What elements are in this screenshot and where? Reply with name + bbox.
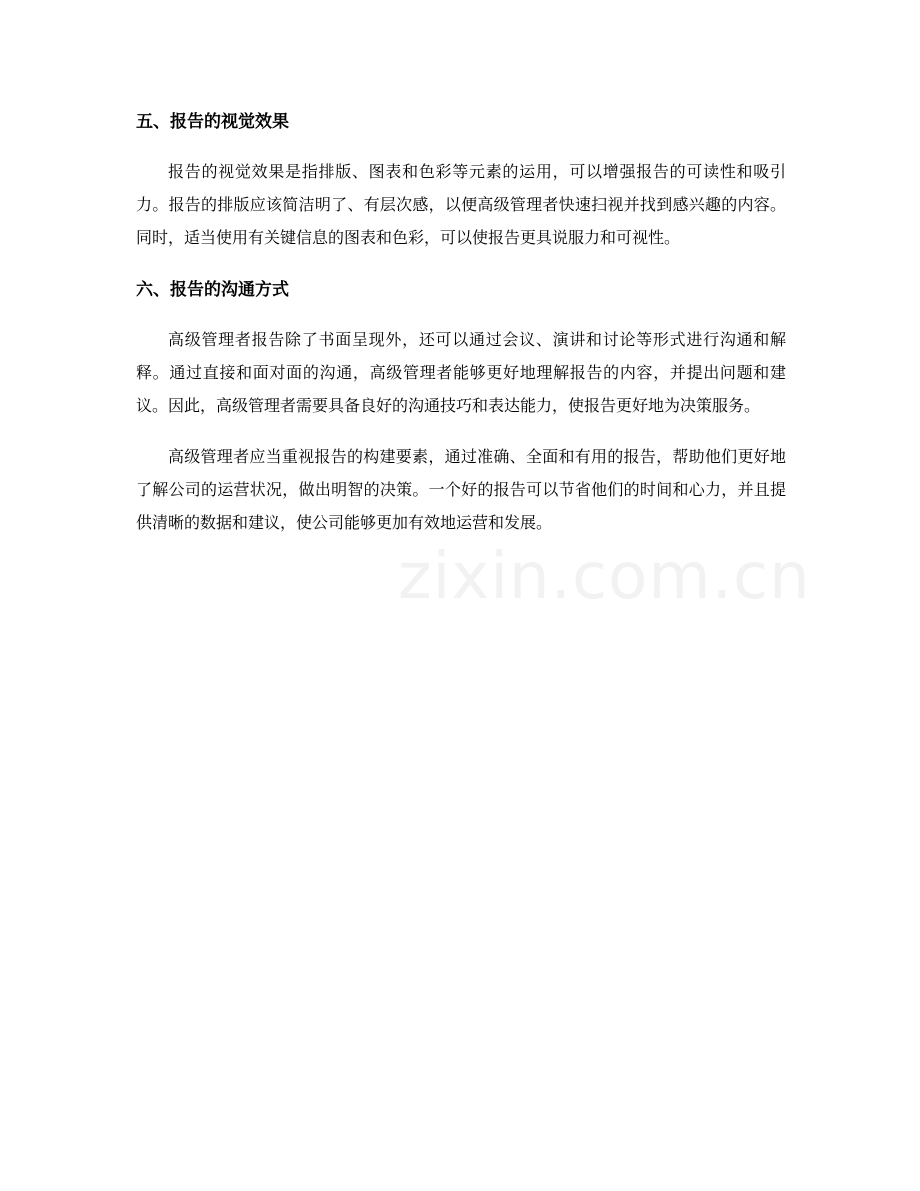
document-body: [136, 104, 786, 557]
watermark: zixin.com.cn: [398, 540, 811, 614]
paragraph-visual-effect: 报告的视觉效果是指排版、图表和色彩等元素的运用，可以增强报告的可读性和吸引力。报告的排版应该简洁明了、有层次感，以便高级管理者快速扫视并找到感兴趣的内容。同时，适当使用有关键信息的图表和色彩，可以使报告更具说服力和可视性。: [136, 162, 786, 247]
section-heading-visual-effect: 五、报告的视觉效果: [136, 112, 289, 132]
paragraph-communication: 高级管理者报告除了书面呈现外，还可以通过会议、演讲和讨论等形式进行沟通和解释。通过直接和面对面的沟通，高级管理者能够更好地理解报告的内容，并提出问题和建议。因此，高级管理者需要具备良好的沟通技巧和表达能力，使报告更好地为决策服务。: [136, 330, 786, 415]
paragraph-conclusion: 高级管理者应当重视报告的构建要素，通过准确、全面和有用的报告，帮助他们更好地了解公司的运营状况，做出明智的决策。一个好的报告可以节省他们的时间和心力，并且提供清晰的数据和建议，使公司能够更加有效地运营和发展。: [136, 447, 786, 532]
section-heading-communication: 六、报告的沟通方式: [136, 280, 289, 300]
